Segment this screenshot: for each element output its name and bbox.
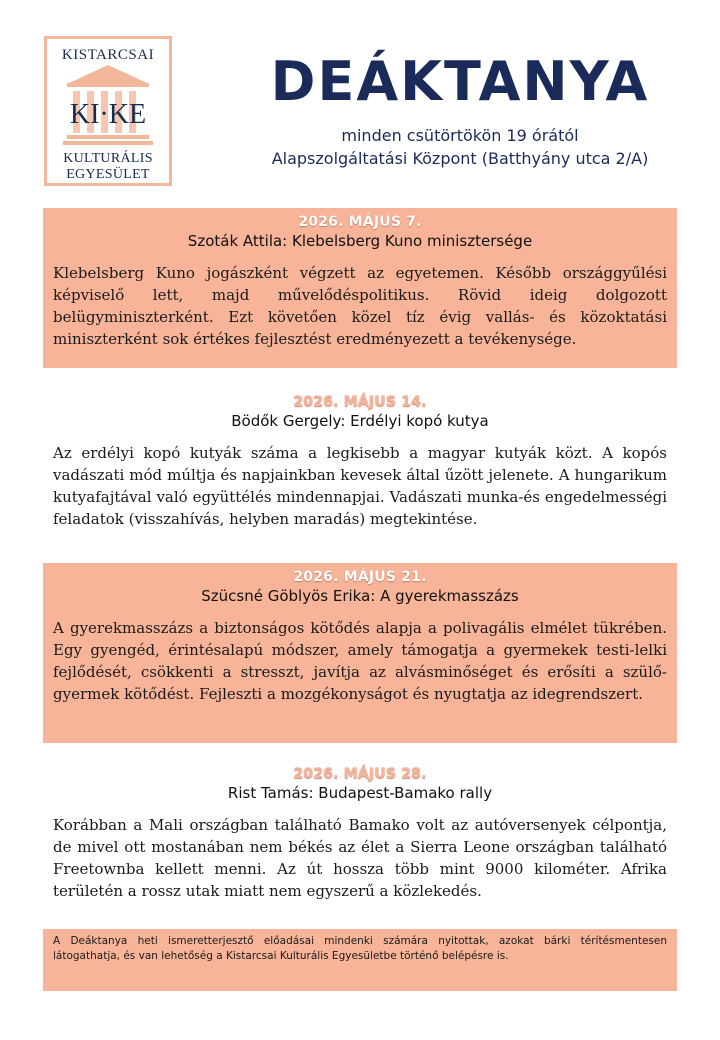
event-description: Korábban a Mali országban található Bamako volt az autóversenyek célpontja, de mivel ott mostanában nem békés az élet a Sierra Leone országban található Freetownba kellett menni. Az út hossza több mint 9000 kilométer. Afrika területén a rossz utak miatt nem egyszerű a közlekedés. <box>53 816 667 900</box>
event-speaker: Rist Tamás: Budapest-Bamako rally <box>227 784 493 802</box>
event-card <box>43 760 677 920</box>
event-date: 2026. MÁJUS 21. <box>293 569 427 585</box>
event-description: A gyerekmasszázs a biztonságos kötődés alapja a polivagális elmélet tükrében. Egy gyengéd, érintésalapú módszer, amely támogatja a gyermekek testi-lelki fejlődését, csökkenti a stresszt, javítja az alvásminőséget és erősíti a szülő-gyermek kötődést. Fejleszti a mozgékonyságot és nyugtatja az idegrendszert. <box>53 619 667 703</box>
event-speaker: Szücsné Göblyös Erika: A gyerekmasszázs <box>201 587 519 605</box>
logo-top-text: KISTARCSAI <box>61 47 155 63</box>
event-date: 2026. MÁJUS 14. <box>293 394 427 410</box>
logo-bottom-text-2: EGYESÜLET <box>66 167 150 182</box>
logo-middle-text: KI·KE <box>69 99 147 130</box>
event-date: 2026. MÁJUS 7. <box>298 214 422 230</box>
event-card <box>43 208 677 368</box>
logo-bottom-text-1: KULTURÁLIS <box>63 151 153 166</box>
event-description: Az erdélyi kopó kutyák száma a legkisebb a magyar kutyák közt. A kopós vadászati mód múltja és napjainkban kevesek által űzött jelenete. A hungarikum kutyafajtával való együttélés mindennapjai. Vadászati munka-és engedelmességi feladatok (visszahívás, helyben maradás) megtekintése. <box>53 444 667 528</box>
schedule-text: minden csütörtökön 19 órától <box>341 126 579 145</box>
event-card <box>43 563 677 743</box>
event-speaker: Bödők Gergely: Erdélyi kopó kutya <box>231 412 489 430</box>
event-card <box>43 388 677 548</box>
event-description: Klebelsberg Kuno jogászként végzett az egyetemen. Később országgyűlési képviselő lett, majd művelődéspolitikus. Rövid ideig dolgozott belügyminiszterként. Ezt követően közel tíz évig vallás- és közoktatási miniszterként sok értékes fejlesztést eredményezett a tevékenysége. <box>53 264 667 348</box>
venue-text: Alapszolgáltatási Központ (Batthyány utca 2/A) <box>271 149 649 168</box>
footer-note: A Deáktanya heti ismeretterjesztő előadásai mindenki számára nyitottak, azokat bárki térítésmentesen látogathatja, és van lehetőség a Kistarcsai Kulturális Egyesületbe történő belépésre is. <box>43 929 677 991</box>
kike-logo <box>44 36 172 186</box>
event-date: 2026. MÁJUS 28. <box>293 766 427 782</box>
event-speaker: Szoták Attila: Klebelsberg Kuno minisztersége <box>187 232 533 250</box>
page-title: DEÁKTANYA <box>270 50 650 113</box>
